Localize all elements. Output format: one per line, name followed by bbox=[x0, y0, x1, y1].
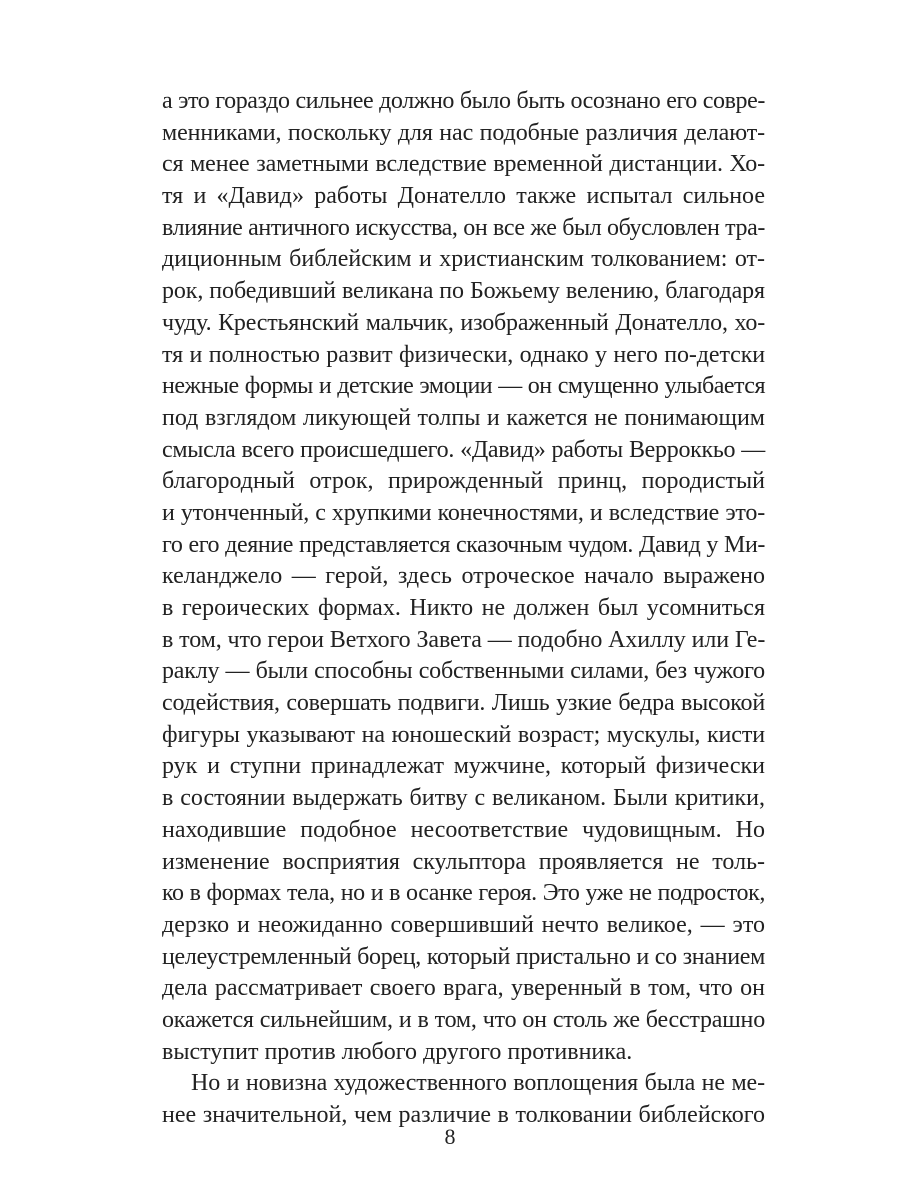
page-number: 8 bbox=[444, 1124, 456, 1149]
text-line: фигуры указывают на юношеский возраст; мускулы, кисти bbox=[162, 721, 765, 748]
text-line: содействия, совершать подвиги. Лишь узкие бедра высокой bbox=[162, 690, 765, 717]
text-line: находившие подобное несоответствие чудовищным. Но bbox=[162, 816, 765, 843]
text-line: го его деяние представляется сказочным чудом. Давид у Ми- bbox=[162, 531, 765, 558]
text-line: влияние античного искусства, он все же был обусловлен тра- bbox=[162, 214, 765, 241]
text-line: под взглядом ликующей толпы и кажется не понимающим bbox=[162, 404, 765, 431]
text-line: дела рассматривает своего врага, уверенный в том, что он bbox=[162, 975, 765, 1002]
text-line: смысла всего происшедшего. «Давид» работы Верроккьо — bbox=[162, 436, 765, 463]
text-line: тя и полностью развит физически, однако у него по-детски bbox=[162, 341, 765, 368]
text-line: целеустремленный борец, который пристально и со знанием bbox=[162, 943, 765, 970]
text-line: ко в формах тела, но и в осанке героя. Это уже не подросток, bbox=[162, 880, 765, 907]
text-line: в том, что герои Ветхого Завета — подобно Ахиллу или Ге- bbox=[162, 626, 766, 653]
text-line: изменение восприятия скульптора проявляется не толь- bbox=[162, 848, 765, 875]
text-line: в состоянии выдержать битву с великаном. Были критики, bbox=[162, 785, 765, 812]
text-line: раклу — были способны собственными силами, без чужого bbox=[162, 658, 765, 685]
text-line: в героических формах. Никто не должен был усомниться bbox=[162, 595, 765, 621]
text-line: и утонченный, с хрупкими конечностями, и вследствие это- bbox=[162, 499, 765, 526]
text-line: тя и «Давид» работы Донателло также испытал сильное bbox=[162, 183, 765, 210]
body-text bbox=[162, 86, 765, 1132]
text-line: рук и ступни принадлежат мужчине, который физически bbox=[162, 753, 765, 780]
text-line: менниками, поскольку для нас подобные различия делают- bbox=[162, 119, 765, 146]
paragraph-last-line: выступит против любого другого противника. bbox=[162, 1038, 633, 1065]
text-line: нежные формы и детские эмоции — он смущенно улыбается bbox=[162, 373, 765, 400]
text-line: ся менее заметными вследствие временной дистанции. Хо- bbox=[162, 151, 765, 178]
text-line: благородный отрок, прирожденный принц, породистый bbox=[162, 468, 765, 495]
text-line: окажется сильнейшим, и в том, что он столь же бесстрашно bbox=[162, 1006, 765, 1033]
paragraph-first-line: Но и новизна художественного воплощения была не ме- bbox=[191, 1070, 765, 1097]
text-line: дерзко и неожиданно совершивший нечто великое, — это bbox=[162, 911, 765, 938]
text-line: диционным библейским и христианским толкованием: от- bbox=[162, 246, 765, 273]
text-line: нее значительной, чем различие в толковании библейского bbox=[162, 1102, 765, 1128]
text-line: а это гораздо сильнее должно было быть осознано его совре- bbox=[162, 88, 765, 114]
text-line: рок, победивший великана по Божьему велению, благодаря bbox=[162, 278, 765, 305]
text-line: келанджело — герой, здесь отроческое начало выражено bbox=[162, 563, 765, 590]
text-line: чуду. Крестьянский мальчик, изображенный Донателло, хо- bbox=[162, 309, 765, 336]
